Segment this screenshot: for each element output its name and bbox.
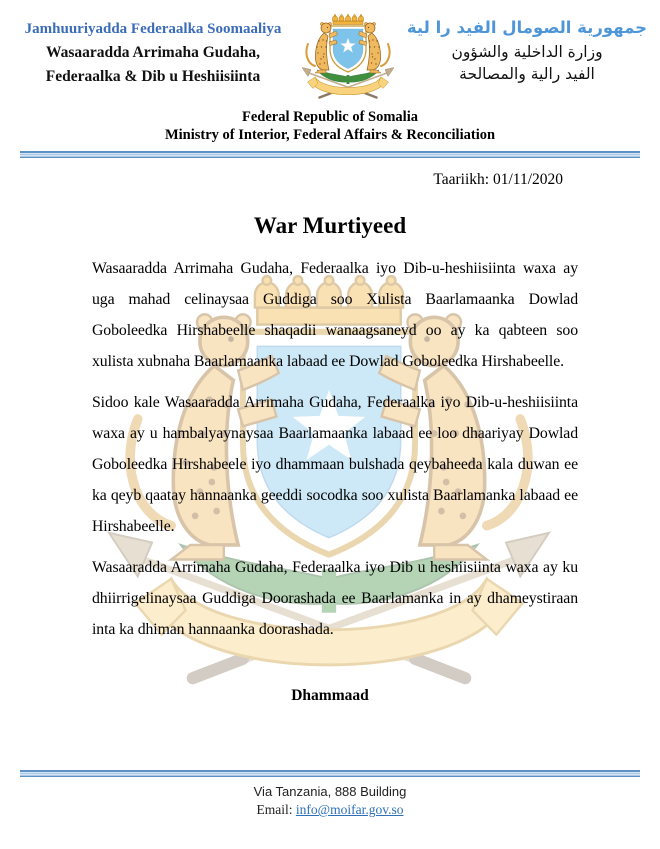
paragraph-2: Sidoo kale Wasaaradda Arrimaha Gudaha, Federaalka iyo Dib-u-heshiisiinta waxa ay u hambalyaynaysaa Baarlamaanka labaad ee loo dhaariyay Dowlad Goboleedka Hirshabeele iyo dhammaan bulshada qeybaheeda kala duwan ee ka qeyb qaatay hannaanka geeddi socodka soo xulista Baarlamanka labaad ee Hirshabeelle. — [92, 394, 578, 536]
somali-republic-title: Jamhuuriyadda Federaalka Soomaaliya — [24, 21, 282, 37]
email-label: Email: — [256, 802, 293, 818]
page-footer — [0, 770, 660, 818]
letterhead — [0, 0, 660, 102]
date-line: Taariikh: 01/11/2020 — [433, 171, 563, 189]
arabic-republic-title: جمهورية الصومال الفيد را لية — [406, 18, 648, 37]
english-ministry-title: Ministry of Interior, Federal Affairs & Reconciliation — [164, 127, 496, 144]
footer-email-line — [0, 802, 660, 818]
somalia-coat-of-arms-icon — [293, 12, 403, 102]
email-link[interactable]: info@moifar.gov.so — [295, 802, 404, 818]
somali-ministry-line1: Wasaaradda Arrimaha Gudaha, — [45, 44, 261, 62]
page-title: War Murtiyeed — [253, 213, 407, 239]
english-title-block — [0, 108, 660, 144]
english-republic-title: Federal Republic of Somalia — [241, 109, 418, 125]
arabic-ministry-line1: وزارة الداخلية والشؤون — [451, 42, 603, 61]
footer-divider — [20, 770, 640, 777]
footer-address: Via Tanzania, 888 Building — [253, 784, 407, 799]
paragraph-1: Wasaaradda Arrimaha Gudaha, Federaalka iyo Dib-u-heshiisiinta waxa ay uga mahad celinaysaa Guddiga soo Xulista Baarlamaanka Dowlad Goboleedka Hirshabeelle shaqadii wanaagsaneyd oo ay ka qabteen soo xulista xubnaha Baarlamaanka labaad ee Dowlad Goboleedka Hirshabeelle. — [92, 260, 578, 371]
closing-word: Dhammaad — [291, 687, 369, 705]
paragraph-3: Wasaaradda Arrimaha Gudaha, Federaalka iyo Dib u heshiisiinta waxa ay ku dhiirrigelinaysaa Guddiga Doorashada ee Baarlamanka in ay dhameystiraan inta ka dhiman hannaanka doorashada. — [92, 559, 578, 639]
somali-ministry-line2: Federaalka & Dib u Heshiisiinta — [45, 67, 261, 85]
arabic-title-block — [404, 10, 650, 86]
letter-body — [92, 253, 578, 645]
arabic-ministry-line2: الفيد رالية والمصالحة — [459, 65, 595, 84]
header-divider — [20, 151, 640, 158]
somali-title-block — [14, 10, 292, 88]
